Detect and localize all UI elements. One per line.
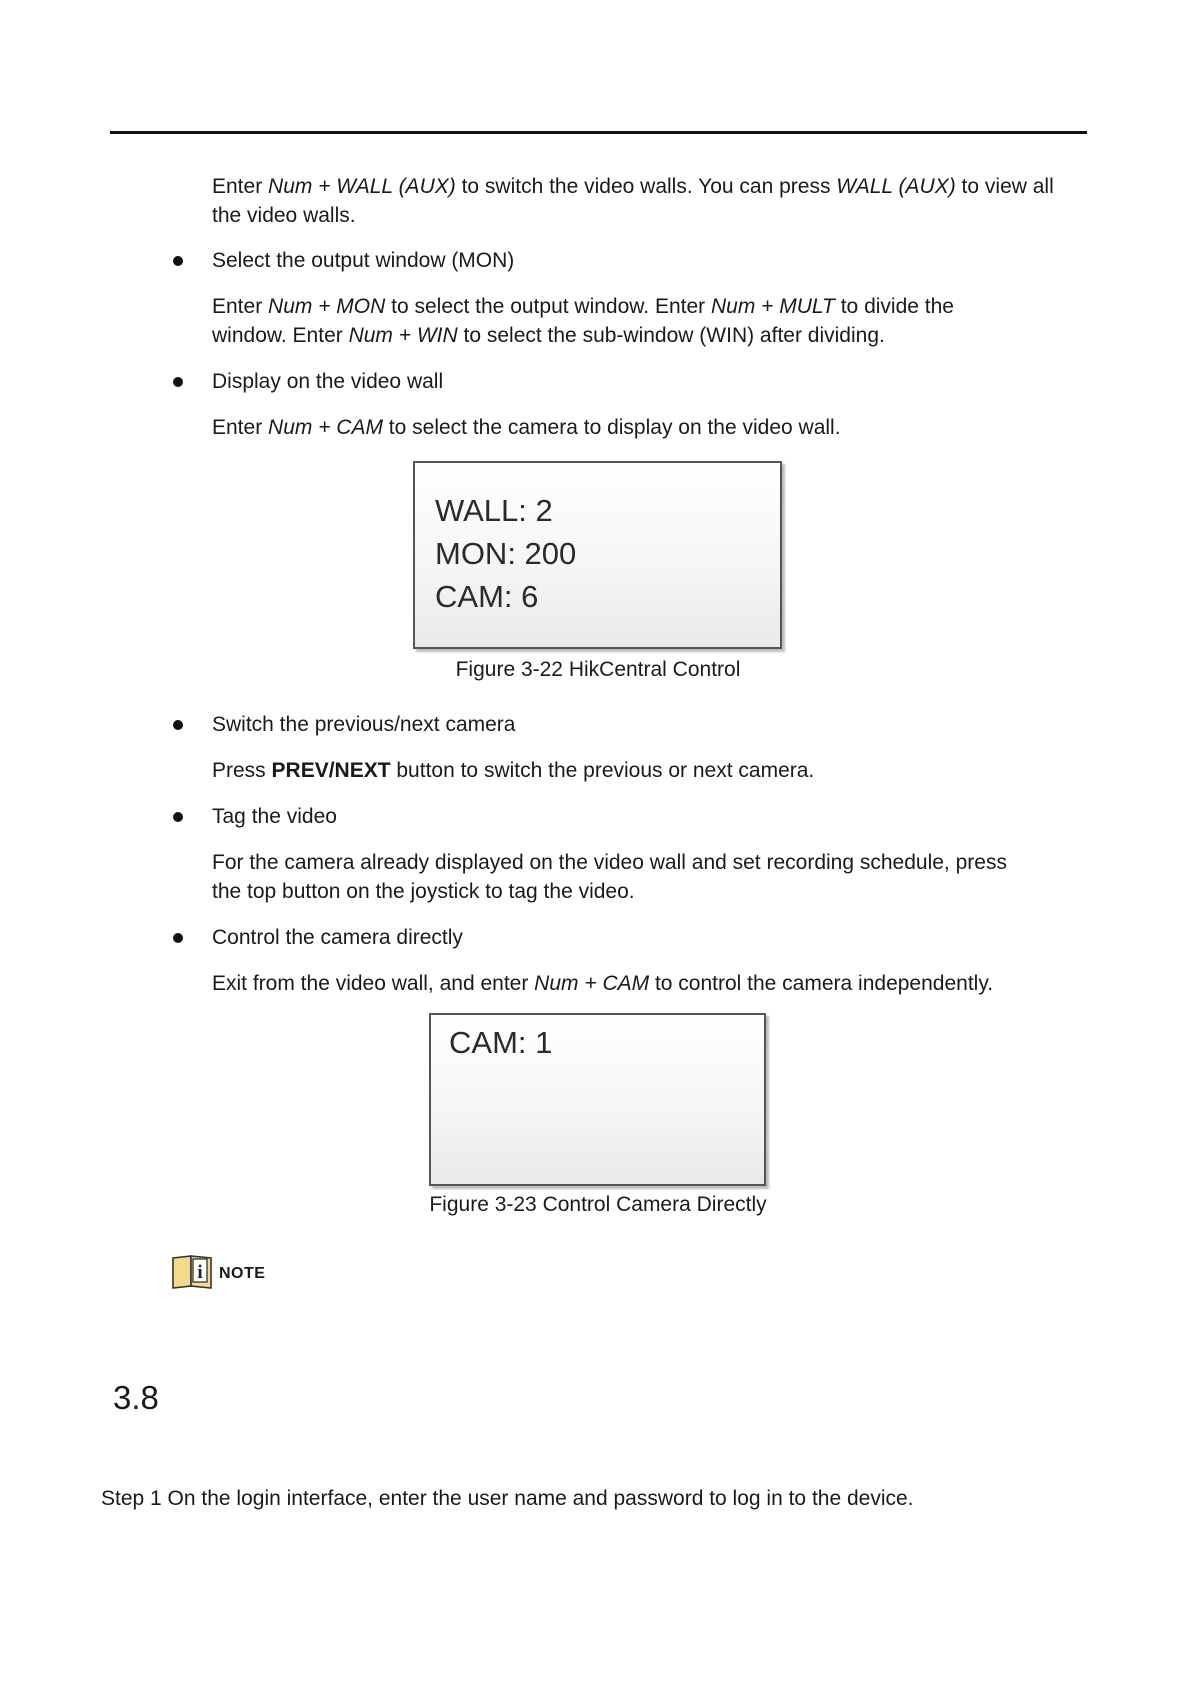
bullet-marker	[173, 377, 183, 387]
item-body-line	[212, 848, 1092, 877]
figure-caption-3-22: Figure 3-22 HikCentral Control	[455, 658, 741, 681]
item-title-control-camera: Control the camera directly	[212, 926, 463, 949]
italic-term: Num + CAM	[534, 972, 650, 995]
lcd-display-control-camera	[429, 1013, 766, 1186]
intro-line-2	[212, 201, 1092, 230]
svg-text:i: i	[197, 1262, 203, 1283]
text-run: Exit from the video wall, and enter	[212, 972, 535, 995]
step-prefix: Step 1	[101, 1487, 162, 1510]
text-run: Enter	[212, 175, 269, 198]
item-title-display-wall: Display on the video wall	[212, 370, 444, 393]
text-run: to select the camera to display on the video wall.	[382, 416, 841, 439]
italic-term: Num + CAM	[268, 416, 383, 439]
text-run: to control the camera independently.	[649, 972, 994, 995]
lcd-line-wall: WALL: 2	[435, 493, 553, 528]
item-body-line	[212, 413, 1092, 442]
item-body-line	[212, 756, 1092, 785]
section-number: 3.8	[113, 1379, 159, 1416]
item-body-line	[212, 321, 1092, 350]
text-run: window. Enter	[212, 324, 349, 347]
bullet-marker	[173, 720, 183, 730]
italic-term: Num + MULT	[711, 295, 835, 318]
text-run: to view all	[955, 175, 1054, 198]
italic-term: WALL (AUX)	[836, 175, 956, 198]
text-run: button to switch the previous or next camera.	[390, 759, 815, 782]
item-title-select-output: Select the output window (MON)	[212, 249, 515, 272]
text-run: to switch the video walls. You can press	[455, 175, 837, 198]
text-run: Press	[212, 759, 272, 782]
italic-term: Num + MON	[268, 295, 386, 318]
text-run: Enter	[212, 295, 269, 318]
italic-term: Num + WIN	[348, 324, 458, 347]
info-book-icon	[171, 1253, 215, 1289]
figure-caption-3-23: Figure 3-23 Control Camera Directly	[429, 1193, 767, 1216]
lcd-line-cam: CAM: 1	[449, 1025, 553, 1060]
item-title-switch-camera: Switch the previous/next camera	[212, 713, 516, 736]
lcd-line-cam: CAM: 6	[435, 579, 539, 614]
bullet-marker	[173, 933, 183, 943]
intro-line-1	[212, 172, 1092, 201]
bullet-marker	[173, 812, 183, 822]
text-run: the top button on the joystick to tag the video.	[212, 880, 635, 903]
text-run: For the camera already displayed on the video wall and set recording schedule, press	[212, 851, 1007, 874]
item-body-line	[212, 292, 1092, 321]
bullet-marker	[173, 256, 183, 266]
item-title-tag-video: Tag the video	[212, 805, 337, 828]
bold-term: PREV/NEXT	[271, 759, 391, 782]
step-line	[101, 1484, 914, 1513]
text-run: to select the output window. Enter	[385, 295, 711, 318]
note-label: NOTE	[219, 1265, 266, 1282]
text-run: the video walls.	[212, 204, 356, 227]
text-run: Enter	[212, 416, 269, 439]
lcd-display-hikcentral	[413, 461, 782, 649]
header-rule	[110, 131, 1087, 134]
item-body-line	[212, 877, 1092, 906]
step-text: On the login interface, enter the user name and password to log in to the device.	[161, 1487, 914, 1510]
lcd-line-mon: MON: 200	[435, 536, 577, 571]
italic-term: Num + WALL (AUX)	[268, 175, 456, 198]
text-run: to divide the	[834, 295, 954, 318]
text-run: to select the sub-window (WIN) after dividing.	[457, 324, 885, 347]
item-body-line	[212, 969, 1092, 998]
